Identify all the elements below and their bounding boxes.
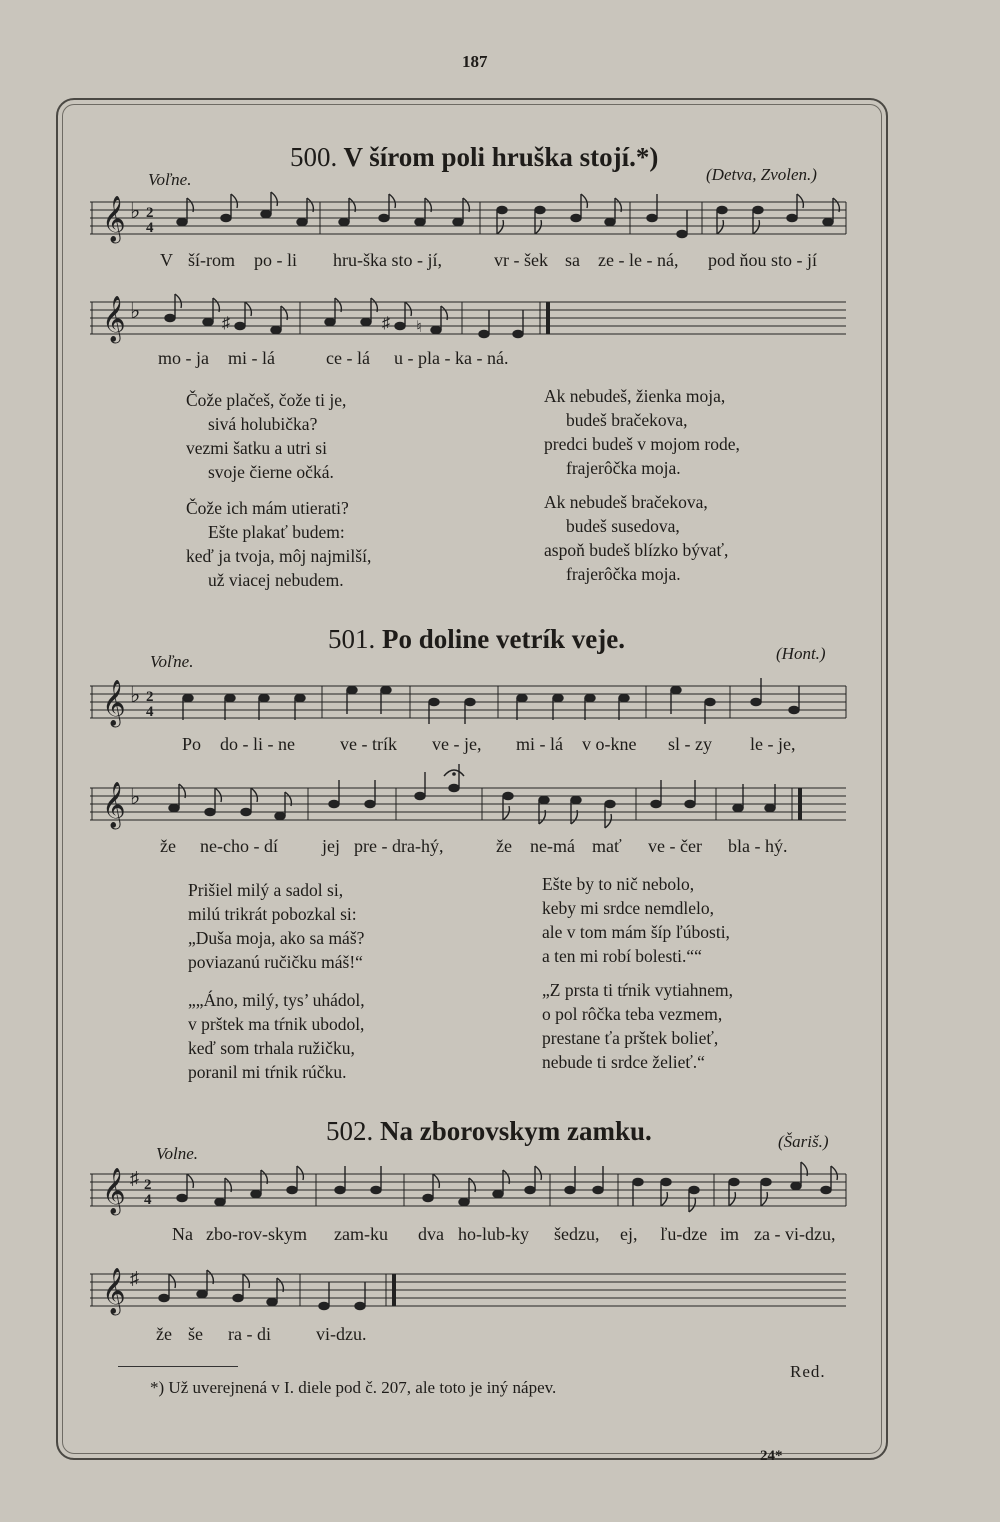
song-500-staff-1 — [90, 188, 850, 256]
svg-text:𝄞: 𝄞 — [102, 296, 126, 341]
song-500-verse-4: Ak nebudeš bračekova, budeš susedova, aspoň budeš blízko bývať, frajerôčka moja. — [544, 492, 729, 584]
region-label: (Šariš.) — [778, 1132, 829, 1151]
tempo-marking: Voľne. — [148, 170, 192, 189]
svg-text:♯: ♯ — [382, 315, 390, 332]
song-502-lyrics-2: že še ra - di vi-dzu. — [156, 1324, 367, 1344]
song-500-lyrics-2: mo - ja mi - lá ce - lá u - pla - ka - ná. — [158, 348, 509, 368]
song-500-lyrics-1: V ší-rom po - li hru-ška sto - jí, vr - šek sa ze - le - ná, pod ňou sto - jí — [160, 250, 818, 270]
sharp-icon: ♯ — [130, 1168, 139, 1188]
treble-clef-icon: 𝄞 — [102, 196, 126, 241]
svg-text:♭: ♭ — [130, 298, 141, 323]
song-501-lyrics-2: že ne-cho - dí jej pre - dra-hý, že ne-má mať ve - čer bla - hý. — [160, 836, 788, 856]
song-500-verse-3: Ak nebudeš, žienka moja, budeš bračekova, predci budeš v mojom rode, frajerôčka moja. — [544, 386, 740, 478]
song-number: 500. — [290, 142, 338, 172]
flat-icon: ♭ — [130, 198, 141, 223]
svg-text:♭: ♭ — [130, 784, 141, 809]
svg-text:2: 2 — [146, 205, 154, 221]
song-501-verse-1: Prišiel milý a sadol si, milú trikrát pobozkal si: „Duša moja, ako sa máš? poviazanú ručičku máš!“ — [188, 880, 365, 972]
song-500-verse-1: Čože plačeš, čože ti je, sivá holubička? vezmi šatku a utri si svoje čierne očká. — [186, 390, 347, 482]
song-502-title: 502. Na zborovskym zamku. — [326, 1116, 652, 1146]
region-label: (Hont.) — [776, 644, 826, 663]
song-500-verse-2: Čože ich mám utierati? Ešte plakať budem: keď ja tvoja, môj najmilší, už viacej nebudem. — [186, 498, 372, 590]
notes — [177, 192, 839, 238]
footnote-rule — [118, 1366, 238, 1367]
song-502-staff-2 — [90, 1262, 850, 1322]
footnote: *) Už uverejnená v I. diele pod č. 207, ale toto je iný nápev. — [150, 1378, 557, 1397]
svg-text:4: 4 — [146, 220, 154, 236]
tempo-marking: Volne. — [156, 1144, 199, 1163]
page-number: 187 — [462, 52, 488, 71]
song-500-title — [290, 142, 658, 173]
svg-text:♮: ♮ — [416, 319, 422, 336]
svg-text:♭: ♭ — [130, 682, 141, 707]
song-501-staff-2 — [90, 762, 850, 840]
svg-text:♯: ♯ — [222, 315, 230, 332]
song-502-lyrics-1: Na zbo-rov-skym zam-ku dva ho-lub-ky šedzu, ej, ľu-dze im za - vi-dzu, — [172, 1224, 836, 1244]
song-501-lyrics-1: Po do - li - ne ve - trík ve - je, mi - lá v o-kne sl - zy le - je, — [182, 734, 796, 754]
svg-text:2: 2 — [144, 1177, 152, 1193]
song-500-staff-2 — [90, 290, 850, 350]
region-label: (Detva, Zvolen.) — [706, 165, 817, 184]
signature-mark: 24* — [760, 1448, 783, 1464]
svg-text:𝄞: 𝄞 — [102, 782, 126, 827]
song-501-verse-4: „Z prsta ti tŕnik vytiahnem, o pol rôčka teba vezmem, prestane ťa prštek bolieť, nebude ti srdce želieť.“ — [542, 980, 733, 1072]
song-501-verse-2: „„Áno, milý, tys’ uhádol, v prštek ma tŕnik ubodol, keď som trhala ružičku, poranil mi tŕnik rúčku. — [188, 990, 365, 1082]
svg-text:4: 4 — [146, 704, 154, 720]
editor-mark: Red. — [790, 1362, 826, 1381]
song-501-verse-3: Ešte by to nič nebolo, keby mi srdce nemdlelo, ale v tom mám šíp ľúbosti, a ten mi robí bolesti.““ — [542, 874, 730, 966]
svg-text:4: 4 — [144, 1192, 152, 1208]
svg-text:♯: ♯ — [130, 1268, 139, 1288]
svg-text:2: 2 — [146, 689, 154, 705]
song-title-text: V šírom poli hruška stojí.*) — [343, 142, 659, 172]
song-502-staff-1 — [90, 1160, 850, 1226]
song-501-staff-1 — [90, 672, 850, 738]
svg-text:𝄞: 𝄞 — [102, 1268, 126, 1313]
song-501-title: 501. Po doline vetrík veje. — [328, 624, 625, 654]
svg-text:𝄞: 𝄞 — [102, 680, 126, 725]
tempo-marking: Voľne. — [150, 652, 194, 671]
svg-text:𝄞: 𝄞 — [102, 1168, 126, 1213]
